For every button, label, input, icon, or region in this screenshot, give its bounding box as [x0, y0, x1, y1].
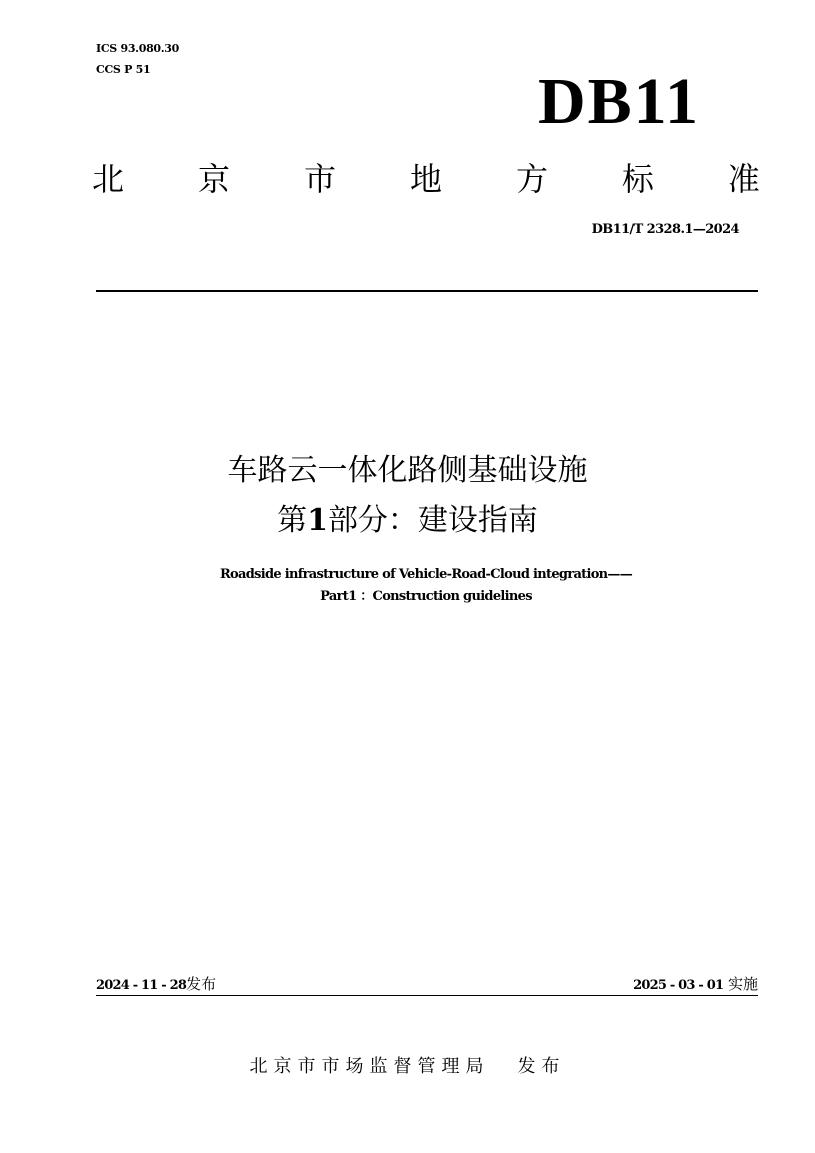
- standard-type-char: 地: [409, 160, 442, 198]
- part-number: 1: [307, 503, 328, 538]
- standard-type-char: 市: [303, 160, 336, 198]
- publish-date-block: [96, 974, 216, 996]
- standard-number: DB11/T 2328.1—2024: [591, 222, 739, 237]
- standard-type-heading: [92, 156, 760, 202]
- standard-type-char: 北: [92, 160, 125, 198]
- implement-label: 实施: [727, 975, 758, 993]
- chinese-title-line2: [0, 496, 815, 546]
- english-title-line1: Roadside infrastructure of Vehicle-Road-Cloud integration——: [219, 567, 633, 582]
- header-divider: [96, 290, 758, 292]
- part-prefix: 第: [277, 503, 308, 538]
- part-title: 部分：建设指南: [327, 503, 538, 538]
- chinese-title-line1: 车路云一体化路侧基础设施: [227, 453, 588, 488]
- implement-date: 2025 - 03 - 01: [633, 978, 724, 993]
- issuer-name: 北京市市场监督管理局: [249, 1056, 490, 1077]
- english-title-line2: Part1 ：Construction guidelines: [320, 589, 532, 604]
- issuer-line: [0, 1054, 815, 1080]
- issuer-action: 发布: [517, 1056, 566, 1077]
- dates-row: [96, 974, 758, 996]
- publish-date: 2024 - 11 - 28: [96, 978, 187, 993]
- ccs-code: CCS P 51: [96, 63, 151, 76]
- ics-code: ICS 93.080.30: [96, 42, 180, 55]
- classification-codes: [96, 38, 179, 80]
- publish-label: 发布: [186, 975, 217, 993]
- chinese-title: [0, 446, 815, 546]
- standard-type-char: 准: [727, 160, 760, 198]
- standard-type-char: 标: [621, 160, 654, 198]
- implement-date-block: [633, 974, 758, 996]
- standard-type-char: 京: [197, 160, 230, 198]
- english-title: [0, 564, 815, 608]
- footer-divider: [96, 995, 758, 996]
- standard-type-char: 方: [515, 160, 548, 198]
- db11-logo: DB11: [537, 65, 700, 138]
